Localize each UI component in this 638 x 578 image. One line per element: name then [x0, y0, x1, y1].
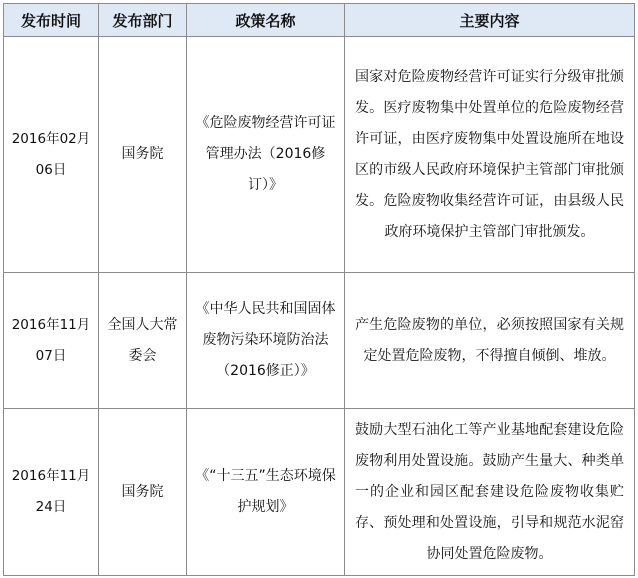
header-policy: 政策名称 — [187, 4, 345, 37]
cell-policy: 《“十三五”生态环境保护规划》 — [187, 409, 345, 576]
cell-policy: 《危险废物经营许可证管理办法（2016修订）》 — [187, 37, 345, 273]
cell-date: 2016年11月24日 — [4, 409, 99, 576]
cell-policy: 《中华人民共和国固体废物污染环境防治法（2016修正）》 — [187, 273, 345, 409]
cell-date: 2016年02月06日 — [4, 37, 99, 273]
cell-date: 2016年11月07日 — [4, 273, 99, 409]
header-date: 发布时间 — [4, 4, 99, 37]
table-row — [4, 273, 635, 409]
table-row — [4, 37, 635, 273]
header-content: 主要内容 — [345, 4, 635, 37]
cell-dept: 全国人大常委会 — [99, 273, 187, 409]
table-header-row — [4, 4, 635, 37]
cell-dept: 国务院 — [99, 37, 187, 273]
cell-dept: 国务院 — [99, 409, 187, 576]
policy-table — [3, 3, 635, 576]
cell-content: 鼓励大型石油化工等产业基地配套建设危险废物利用处置设施。鼓励产生量大、种类单一的企业和园区配套建设危险废物收集贮存、预处理和处置设施，引导和规范水泥窑协同处置危险废物。 — [345, 409, 635, 576]
cell-content: 产生危险废物的单位，必须按照国家有关规定处置危险废物，不得擅自倾倒、堆放。 — [345, 273, 635, 409]
table-row — [4, 409, 635, 576]
cell-content: 国家对危险废物经营许可证实行分级审批颁发。医疗废物集中处置单位的危险废物经营许可证，由医疗废物集中处置设施所在地设区的市级人民政府环境保护主管部门审批颁发。危险废物收集经营许可证，由县级人民政府环境保护主管部门审批颁发。 — [345, 37, 635, 273]
header-dept: 发布部门 — [99, 4, 187, 37]
